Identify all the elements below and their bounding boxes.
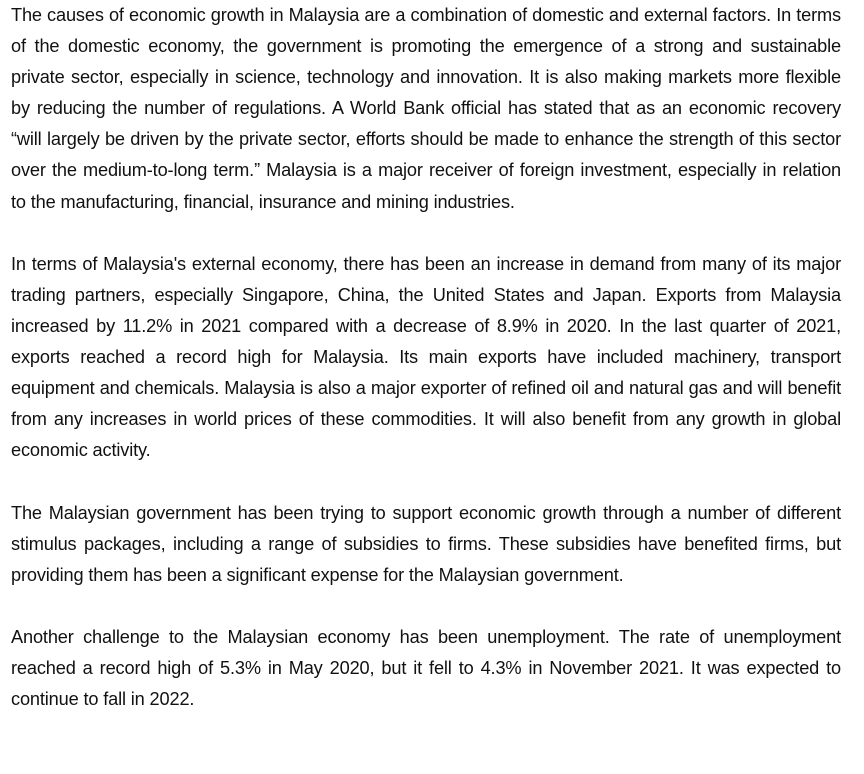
paragraph-stimulus-packages: The Malaysian government has been trying to support economic growth through a number of different stimulus packages, including a range of subsidies to firms. These subsidies have benefited firms, but providing them has been a significant expense for the Malaysian government. bbox=[11, 502, 841, 585]
paragraph-unemployment: Another challenge to the Malaysian economy has been unemployment. The rate of unemployment reached a record high of 5.3% in May 2020, but it fell to 4.3% in November 2021. It was expected to continue to fall in 2022. bbox=[11, 626, 841, 710]
paragraph-external-economy: In terms of Malaysia's external economy, there has been an increase in demand from many of its major trading partners, especially Singapore, China, the United States and Japan. Exports from Malaysia increased by 11.2% in 2021 compared with a decrease of 8.9% in 2020. In the last quarter of 2021, exports reached a record high for Malaysia. Its main exports have included machinery, transport equipment and chemicals. Malaysia is also a major exporter of refined oil and natural gas and will benefit from any increases in world prices of these commodities. It will also benefit from any growth in global economic activity. bbox=[11, 253, 841, 461]
paragraph-causes-of-growth: The causes of economic growth in Malaysia are a combination of domestic and external factors. In terms of the domestic economy, the government is promoting the emergence of a strong and sustainable private sector, especially in science, technology and innovation. It is also making markets more flexible by reducing the number of regulations. A World Bank official has stated that as an economic recovery “will largely be driven by the private sector, efforts should be made to enhance the strength of this sector over the medium-to-long term.” Malaysia is a major receiver of foreign investment, especially in relation to the manufacturing, financial, insurance and mining industries. bbox=[11, 5, 841, 212]
document-body bbox=[11, 0, 841, 715]
